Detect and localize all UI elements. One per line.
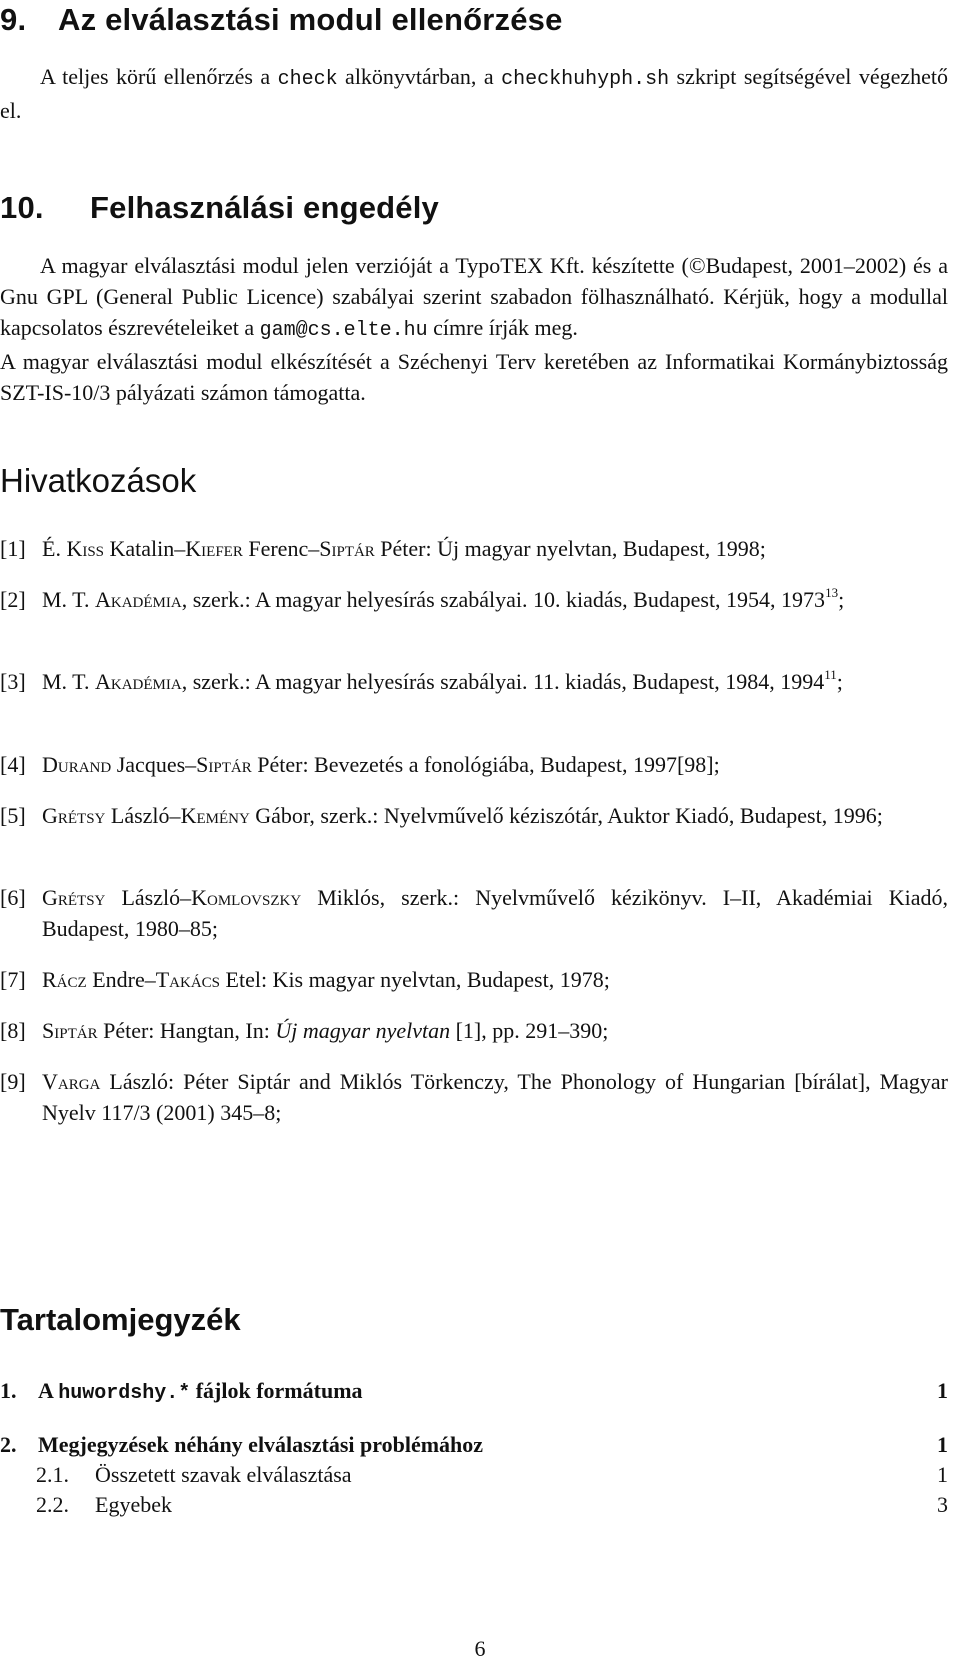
section-10-heading: [0, 190, 439, 226]
code-script: checkhuhyph.sh: [501, 68, 670, 91]
author-name: Akadémia: [94, 669, 182, 694]
reference-item: [5] Grétsy László–Kemény Gábor, szerk.: Nyelvművelő kéziszótár, Auktor Kiadó, Budapest, 1996;: [0, 803, 883, 828]
toc-entry[interactable]: 2. Megjegyzések néhány elválasztási problémához 1: [0, 1432, 948, 1457]
reference-item: [2] M. T. Akadémia, szerk.: A magyar helyesírás szabályai. 10. kiadás, Budapest, 1954, 1973$^{13}$;: [0, 585, 845, 612]
author-name: Rácz: [42, 967, 87, 992]
author-name: Siptár: [42, 1018, 98, 1043]
author-name: Kiefer: [185, 536, 243, 561]
toc-entry[interactable]: 2.2. Egyebek 3: [36, 1492, 948, 1517]
toc-page-number: 1: [937, 1378, 948, 1403]
reference-item: [4] Durand Jacques–Siptár Péter: Bevezetés a fonológiába, Budapest, 1997[98];: [0, 752, 720, 777]
author-name: Akadémia: [94, 587, 182, 612]
author-name: Kiss: [66, 536, 105, 561]
author-name: Grétsy: [42, 885, 106, 910]
reference-item: [1] É. Kiss Katalin–Kiefer Ferenc–Siptár Péter: Új magyar nyelvtan, Budapest, 1998;: [0, 536, 766, 561]
section-10-paragraph: A magyar elválasztási modul jelen verzióját a TypoTEX Kft. készítette (©Budapest, 2001–2002) és a Gnu GPL (General Public Licence) szabályai szerint szabadon fölhasználható. Kérjük, hogy a modullal kapcsolatos észrevételeiket a gam@cs.elte.hu címre írják meg. A magyar elválasztási modul elkészítését a Széchenyi Terv keretében az Informatikai Kormánybiztosság SZT-IS-10/3 pályázati számon támogatta.: [0, 250, 948, 408]
toc-entry[interactable]: 2.1. Összetett szavak elválasztása 1: [36, 1462, 948, 1487]
section-number: 10.: [0, 190, 44, 225]
author-name: Siptár: [319, 536, 375, 561]
section-9-heading: [0, 2, 563, 38]
author-name: Durand: [42, 752, 112, 777]
author-name: Komlovszky: [191, 885, 302, 910]
email-address: gam@cs.elte.hu: [259, 319, 428, 342]
reference-item: [8] Siptár Péter: Hangtan, In: Új magyar nyelvtan [1], pp. 291–390;: [0, 1018, 609, 1043]
support-paragraph: A magyar elválasztási modul elkészítését a Széchenyi Terv keretében az Informatikai Kormánybiztosság SZT-IS-10/3 pályázati számon támogatta.: [0, 349, 948, 405]
author-name: Varga: [42, 1069, 101, 1094]
section-title: Az elválasztási modul ellenőrzése: [58, 2, 563, 37]
author-name: Kemény: [180, 803, 250, 828]
author-name: Takács: [155, 967, 221, 992]
reference-item: [9] Varga László: Péter Siptár and Miklós Törkenczy, The Phonology of Hungarian [bírálat], Magyar Nyelv 117/3 (2001) 345–8;: [0, 1069, 948, 1125]
toc-page-number: 1: [937, 1432, 948, 1457]
reference-item: [3] M. T. Akadémia, szerk.: A magyar helyesírás szabályai. 11. kiadás, Budapest, 1984, 1994$^{11}$;: [0, 667, 843, 694]
author-name: Siptár: [196, 752, 252, 777]
code-files: huwordshy.*: [58, 1382, 191, 1405]
section-title: Felhasználási engedély: [90, 190, 439, 225]
reference-item: [6] Grétsy László–Komlovszky Miklós, szerk.: Nyelvművelő kézikönyv. I–II, Akadémiai Kiadó, Budapest, 1980–85;: [0, 885, 948, 941]
section-number: 9.: [0, 2, 27, 37]
toc-heading: Tartalomjegyzék: [0, 1302, 241, 1337]
page-number: 6: [474, 1636, 486, 1661]
references-heading: Hivatkozások: [0, 462, 197, 499]
code-check: check: [277, 68, 338, 91]
toc-entry[interactable]: 1. A huwordshy.* fájlok formátuma 1: [0, 1378, 948, 1405]
toc-page-number: 3: [937, 1492, 948, 1517]
author-name: Grétsy: [42, 803, 106, 828]
section-9-paragraph: A teljes körű ellenőrzés a check alkönyvtárban, a checkhuhyph.sh szkript segítségével végezhető el.: [0, 64, 948, 123]
reference-item: [7] Rácz Endre–Takács Etel: Kis magyar nyelvtan, Budapest, 1978;: [0, 967, 610, 992]
toc-page-number: 1: [937, 1462, 948, 1487]
